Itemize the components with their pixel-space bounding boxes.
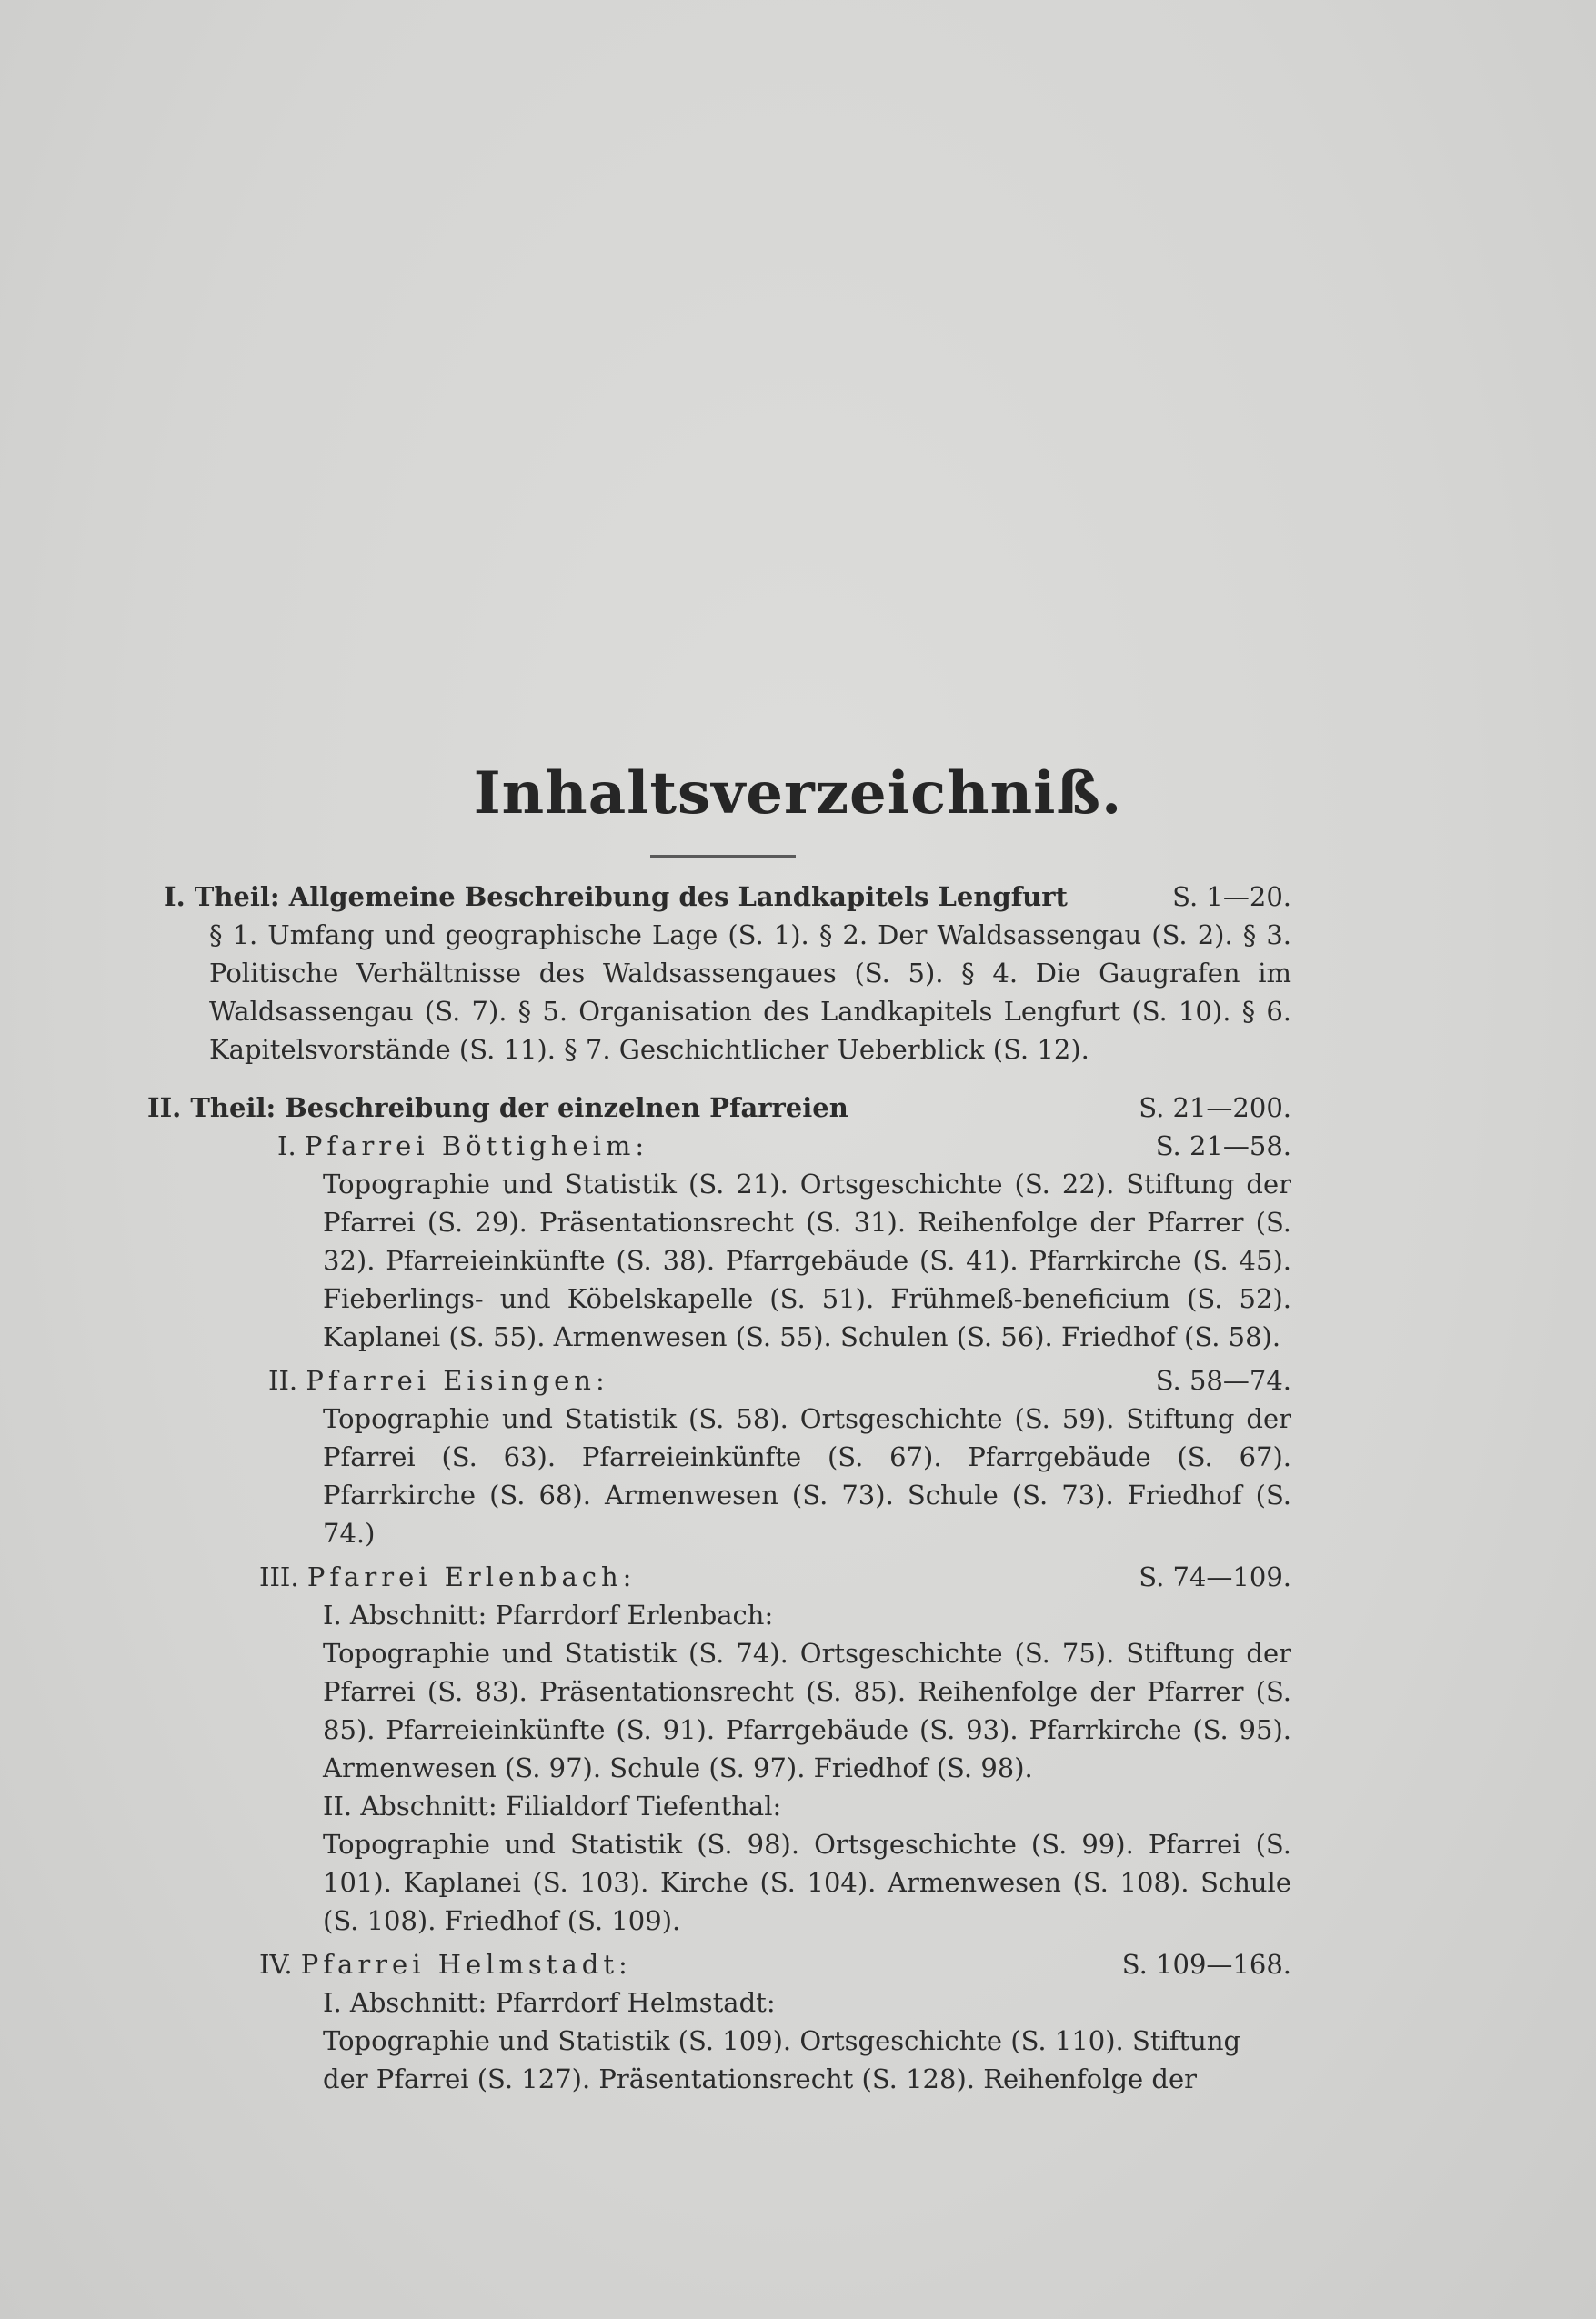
part2-pages: S. 21—200.: [1139, 1092, 1291, 1123]
parish-1-num: I.: [277, 1130, 296, 1161]
parish-2-text: Topographie und Statistik (S. 58). Ortsgeschichte (S. 59). Stiftung der Pfarrei (S. 63). Pfarreieinkünfte (S. 67). Pfarrgebäude (S. 67). Pfarrkirche (S. 68). Armenwesen (S. 73). Schule (S. 73). Friedhof (S. 74.): [323, 1403, 1291, 1549]
parish-3-num: III.: [259, 1561, 299, 1592]
parish-1-text: Topographie und Statistik (S. 21). Ortsgeschichte (S. 22). Stiftung der Pfarrei (S. 29). Präsentationsrecht (S. 31). Reihenfolge der Pfarrer (S. 32). Pfarreieinkünfte (S. 38). Pfarrgebäude (S. 41). Pfarrkirche (S. 45). Fieberlings- und Köbelskapelle (S. 51). Frühmeß-beneficium (S. 52). Kaplanei (S. 55). Armenwesen (S. 55). Schulen (S. 56). Friedhof (S. 58).: [323, 1169, 1291, 1352]
part2-heading: II. Theil: Beschreibung der einzelnen Pfarreien: [147, 1092, 848, 1123]
parish-4-row: [164, 1945, 1291, 1983]
table-of-contents: [147, 878, 1291, 2098]
parish-3-name: Pfarrei Erlenbach:: [306, 1561, 637, 1592]
parish-3-section-2-heading: II. Abschnitt: Filialdorf Tiefenthal:: [323, 1791, 782, 1822]
parish-4-section-1-heading: I. Abschnitt: Pfarrdorf Helmstadt:: [323, 1987, 776, 2018]
parish-2-pages: S. 58—74.: [1155, 1365, 1291, 1396]
parish-4-name: Pfarrei Helmstadt:: [300, 1949, 632, 1980]
parish-4-heading: [259, 1945, 632, 1983]
parish-3-heading: [259, 1558, 636, 1596]
parish-3-row: [164, 1558, 1291, 1596]
part1-heading: I. Theil: Allgemeine Beschreibung des Landkapitels Lengfurt: [164, 881, 1068, 912]
parish-3-section-1-heading: I. Abschnitt: Pfarrdorf Erlenbach:: [323, 1600, 774, 1631]
parish-2-row: [164, 1361, 1291, 1400]
parish-4-pages: S. 109—168.: [1121, 1949, 1291, 1980]
parish-4-num: IV.: [259, 1949, 293, 1980]
parish-2-num: II.: [268, 1365, 298, 1396]
parish-3-pages: S. 74—109.: [1139, 1561, 1291, 1592]
title-rule: [650, 855, 796, 858]
part1-heading-row: [164, 878, 1291, 916]
parish-1-heading: [277, 1127, 648, 1165]
page-title: Inhaltsverzeichniß.: [473, 759, 1123, 828]
parish-4-section-1-text: Topographie und Statistik (S. 109). Ortsgeschichte (S. 110). Stiftung der Pfarrei (S. 127). Präsentationsrecht (S. 128). Reihenfolge der: [323, 2025, 1241, 2094]
parish-1-pages: S. 21—58.: [1155, 1130, 1291, 1161]
part2-heading-row: [147, 1089, 1291, 1127]
parish-2-name: Pfarrei Eisingen:: [306, 1365, 609, 1396]
parish-1-name: Pfarrei Böttigheim:: [304, 1130, 649, 1161]
parish-3-section-1-text: Topographie und Statistik (S. 74). Ortsgeschichte (S. 75). Stiftung der Pfarrei (S. 83). Präsentationsrecht (S. 85). Reihenfolge der Pfarrer (S. 85). Pfarreieinkünfte (S. 91). Pfarrgebäude (S. 93). Pfarrkirche (S. 95). Armenwesen (S. 97). Schule (S. 97). Friedhof (S. 98).: [323, 1638, 1291, 1783]
part1-pages: S. 1—20.: [1172, 881, 1291, 912]
part1-text: § 1. Umfang und geographische Lage (S. 1). § 2. Der Waldsassengau (S. 2). § 3. Politische Verhältnisse des Waldsassengaues (S. 5). § 4. Die Gaugrafen im Waldsassengau (S. 7). § 5. Organisation des Landkapitels Lengfurt (S. 10). § 6. Kapitelsvorstände (S. 11). § 7. Geschichtlicher Ueberblick (S. 12).: [209, 919, 1291, 1065]
parish-1-row: [164, 1127, 1291, 1165]
parish-2-heading: [268, 1361, 609, 1400]
parish-3-section-2-text: Topographie und Statistik (S. 98). Ortsgeschichte (S. 99). Pfarrei (S. 101). Kaplanei (S. 103). Kirche (S. 104). Armenwesen (S. 108). Schule (S. 108). Friedhof (S. 109).: [323, 1829, 1291, 1936]
